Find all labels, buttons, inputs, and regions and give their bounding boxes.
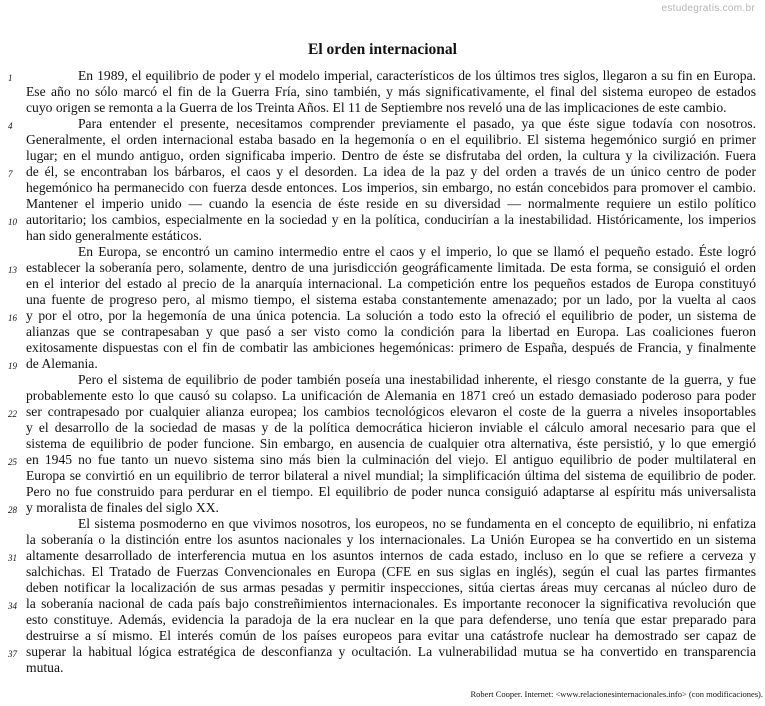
text-line: altamente desarrollado de interferencia mutua en los asuntos internos de cada estado, incluso en lo que se refiere a cerveza y bbox=[26, 548, 756, 563]
text-line: destruirse a sí mismo. El interés común de los países europeos para evitar una catástrofe nuclear ha demostrado ser capaz de bbox=[26, 628, 756, 643]
text-line: salchichas. El Tratado de Fuerzas Convencionales en Europa (CFE en sus siglas en inglés), según el cual las partes firmantes bbox=[26, 564, 756, 579]
line-number: 37 bbox=[8, 649, 17, 659]
article-body bbox=[26, 68, 756, 676]
text-line: Pero el sistema de equilibrio de poder también poseía una inestabilidad inherente, el riesgo constante de la guerra, y fue bbox=[78, 372, 756, 387]
text-line: superar la habitual lógica estratégica de desconfianza y ocultación. La vulnerabilidad mutua se ha convertido en transparencia bbox=[26, 644, 756, 659]
text-line: mutua. bbox=[26, 660, 64, 675]
text-line: Europa se convirtió en un equilibrio de terror bilateral a nivel mundial; la simplificación última del sistema de equilibrio de poder. bbox=[26, 468, 756, 483]
text-line: establecer la soberanía pero, solamente, dentro de una jurisdicción geográficamente limitada. De esta forma, se consiguió el orden bbox=[26, 260, 756, 275]
text-line: exitosamente dispuestas con el fin de combatir las ambiciones hegemónicas: primero de España, después de Francia, y finalmente bbox=[26, 340, 756, 355]
text-line: alianzas que se contrapesaban y que pasó a ser visto como la condición para la libertad en Europa. Las coaliciones fueron bbox=[26, 324, 756, 339]
text-line: ser contrapesado por cualquier alianza europea; los cambios tecnológicos elevaron el coste de la guerra a niveles insoportables bbox=[26, 404, 756, 419]
line-number: 4 bbox=[8, 121, 13, 131]
text-line: y moralista de finales del siglo XX. bbox=[26, 500, 219, 515]
text-line: esto constituye. Además, evidencia la paradoja de la era nuclear en la que para defenderse, uno tenía que estar preparado para bbox=[26, 612, 756, 627]
text-line: Mantener el imperio unido — cuando la esencia de éste reside en su diversidad — normalmente requiere un estilo político bbox=[26, 196, 756, 211]
text-line: autoritario; los cambios, especialmente en la sociedad y en la política, conducirían a la inestabilidad. Históricamente, los imperios bbox=[26, 212, 756, 227]
text-line: sistema de equilibrio de poder funcione. Sin embargo, en ausencia de cualquier otra alternativa, éste persistió, y lo que emergió bbox=[26, 436, 756, 451]
text-line: una fuente de progreso pero, al mismo tiempo, el sistema estaba constantemente amenazado; por un lado, por la vuelta al caos bbox=[26, 292, 756, 307]
text-line: El sistema posmoderno en que vivimos nosotros, los europeos, no se fundamenta en el concepto de equilibrio, ni enfatiza bbox=[78, 516, 756, 531]
text-line: En 1989, el equilibrio de poder y el modelo imperial, característicos de los últimos tres siglos, llegaron a su fin en Europa. bbox=[78, 68, 756, 83]
text-line: de Alemania. bbox=[26, 356, 98, 371]
line-number: 22 bbox=[8, 409, 17, 419]
line-number: 34 bbox=[8, 601, 17, 611]
text-line: Ese año no sólo marcó el fin de la Guerra Fría, sino también, y más significativamente, el final del sistema europeo de estados bbox=[26, 84, 756, 99]
page-title: El orden internacional bbox=[308, 41, 457, 58]
line-number: 16 bbox=[8, 313, 17, 323]
site-watermark: estudegratis.com.br bbox=[661, 3, 755, 14]
line-number: 7 bbox=[8, 169, 13, 179]
text-line: En Europa, se encontró un camino intermedio entre el caos y el imperio, lo que se llamó el pequeño estado. Éste logró bbox=[78, 244, 756, 259]
text-line: y por el otro, por la hegemonía de una única potencia. La solución a todo esto la ofreció el equilibrio de poder, un sistema de bbox=[26, 308, 756, 323]
text-line: de él, se encontraban los bárbaros, el caos y el desorden. La idea de la paz y del orden a través de un único centro de poder bbox=[26, 164, 756, 179]
text-line: y el desarrollo de la sociedad de masas y de la política democrática hicieron inviable el cálculo amoral necesario para que el bbox=[26, 420, 756, 435]
text-line: la soberanía o la distinción entre los asuntos nacionales y los internacionales. La Unión Europea se ha convertido en un sistema bbox=[26, 532, 756, 547]
text-line: Para entender el presente, necesitamos comprender previamente el pasado, ya que éste sigue todavía con nosotros. bbox=[78, 116, 756, 131]
line-number: 13 bbox=[8, 265, 17, 275]
line-number: 1 bbox=[8, 73, 13, 83]
text-line: en el interior del estado al precio de la anarquía internacional. La competición entre los pequeños estados de Europa constituyó bbox=[26, 276, 756, 291]
line-number: 28 bbox=[8, 505, 17, 515]
line-number: 10 bbox=[8, 217, 17, 227]
text-line: lugar; en el mundo antiguo, orden significaba imperio. Dentro de éste se disfrutaba del orden, la cultura y la civilización. Fuera bbox=[26, 148, 756, 163]
text-line: han sido generalmente estáticos. bbox=[26, 228, 202, 243]
text-line: probablemente esto lo que causó su colapso. La unificación de Alemania en 1871 creó un estado demasiado poderoso para poder bbox=[26, 388, 756, 403]
text-line: la soberanía nacional de cada país bajo constreñimientos internacionales. Es importante reconocer la significativa revolución que bbox=[26, 596, 756, 611]
text-line: hegemónico ha permanecido con fuerza desde entonces. Los imperios, sin embargo, no están concebidos para promover el cambio. bbox=[26, 180, 756, 195]
text-line: deben notificar la localización de sus armas pesadas y permitir inspecciones, sitúa ciertas áreas muy cercanas al núcleo duro de bbox=[26, 580, 756, 595]
source-credit: Robert Cooper. Internet: <www.relacionesinternacionales.info> (con modificaciones). bbox=[470, 689, 763, 699]
text-line: en 1945 no fue tanto un nuevo sistema sino más bien la culminación del viejo. El antiguo equilibrio de poder multilateral en bbox=[26, 452, 756, 467]
line-number: 31 bbox=[8, 553, 17, 563]
text-line: cuyo origen se remonta a la Guerra de los Treinta Años. El 11 de Septiembre nos reveló una de las implicaciones de este cambio. bbox=[26, 100, 727, 115]
text-line: Generalmente, el orden internacional estaba basado en la hegemonía o en el equilibrio. El sistema hegemónico surgió en primer bbox=[26, 132, 756, 147]
text-line: Pero no fue construido para perdurar en el tiempo. El equilibrio de poder nunca consiguió adaptarse al espíritu más universalista bbox=[26, 484, 756, 499]
line-number: 25 bbox=[8, 457, 17, 467]
line-number: 19 bbox=[8, 361, 17, 371]
